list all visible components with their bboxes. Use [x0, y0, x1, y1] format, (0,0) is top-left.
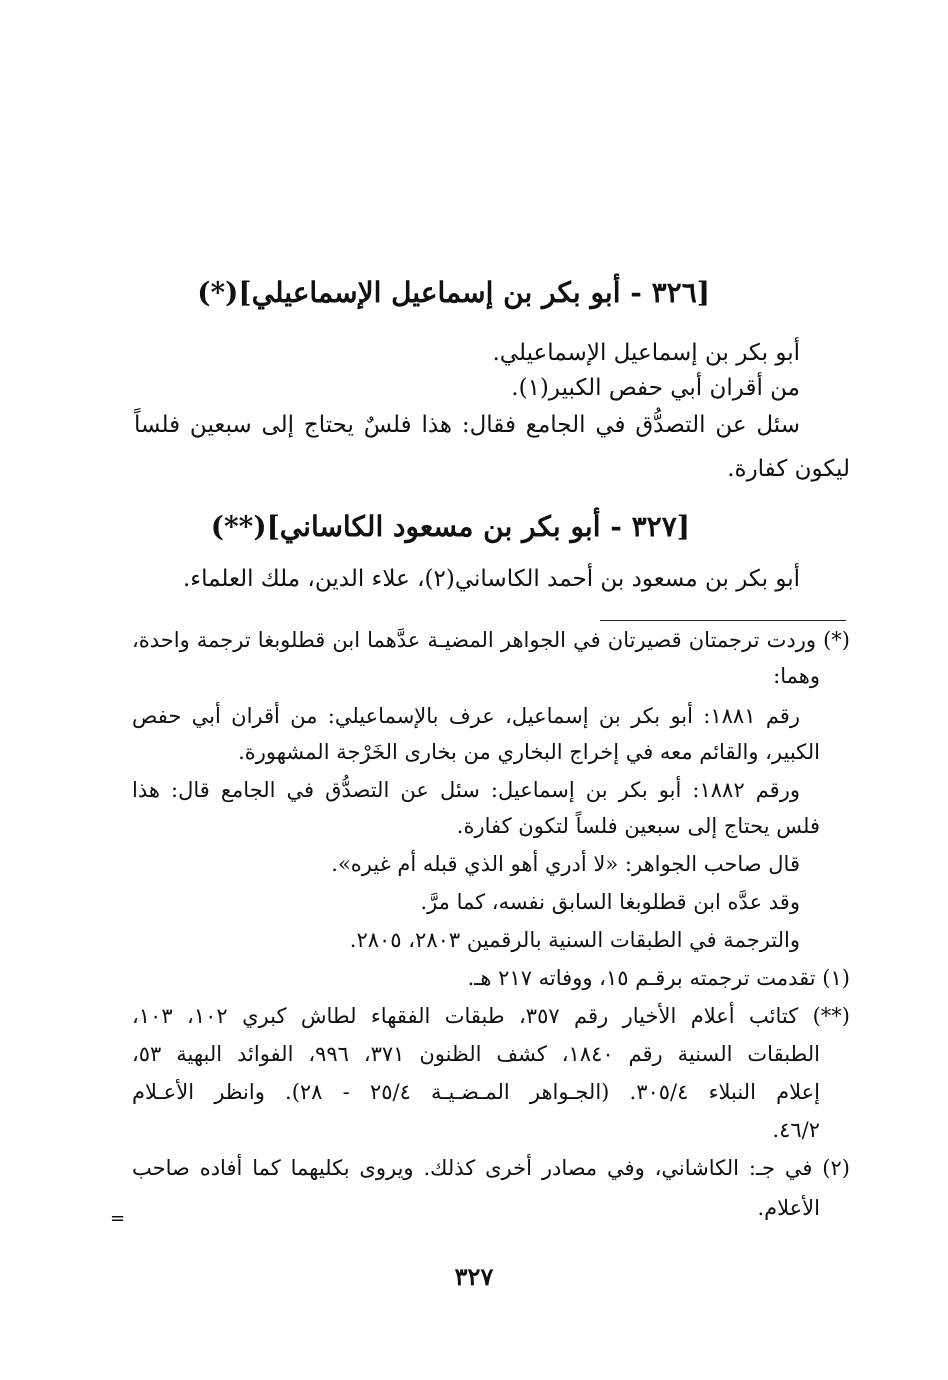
footnote-line: وقد عدَّه ابن قطلوبغا السابق نفسه، كما مرَّ. — [420, 890, 800, 914]
entry-line: من أقران أبي حفص الكبير(١). — [511, 375, 800, 401]
entry-line: أبو بكر بن إسماعيل الإسماعيلي. — [492, 340, 800, 366]
footnote-line: والترجمة في الطبقات السنية بالرقمين ٢٨٠٣، ٢٨٠٥. — [349, 928, 800, 952]
entry-line: سئل عن التصدُّق في الجامع فقال: هذا فلسٌ يحتاج إلى سبعين فلساً — [134, 412, 800, 438]
footnote-line: الأعلام. — [757, 1196, 820, 1220]
footnote-line: قال صاحب الجواهر: «لا أدري أهو الذي قبله أم غيره». — [331, 852, 800, 876]
footnote-line: رقم ١٨٨١: أبو بكر بن إسماعيل، عرف بالإسماعيلي: من أقران أبي حفص — [132, 704, 800, 728]
footnote-line: الطبقات السنية رقم ١٨٤٠، كشف الظنون ٣٧١، ٩٩٦، الفوائد البهية ٥٣، — [132, 1042, 821, 1066]
footnote-line: (١) تقدمت ترجمته برقـم ١٥، ووفاته ٢١٧ هـ. — [467, 966, 850, 990]
entry-heading: [٣٢٦ - أبو بكر بن إسماعيل الإسماعيلي](*) — [197, 276, 710, 309]
entry-heading: [٣٢٧ - أبو بكر بن مسعود الكاساني](**) — [210, 510, 690, 543]
footnote-separator — [600, 620, 846, 621]
footnote-line: ٤٦/٢. — [772, 1118, 820, 1142]
footnote-line: (*) وردت ترجمتان قصيرتان في الجواهر المضيـة عدَّهما ابن قطلوبغا ترجمة واحدة، — [132, 628, 850, 652]
footnote-line: ورقم ١٨٨٢: أبو بكر بن إسماعيل: سئل عن التصدُّق في الجامع قال: هذا — [132, 778, 800, 802]
continuation-mark: = — [110, 1208, 126, 1229]
footnote-line: فلس يحتاج إلى سبعين فلساً لتكون كفارة. — [456, 814, 820, 838]
footnote-line: (٢) في جـ: الكاشاني، وفي مصادر أخرى كذلك. ويروى بكليهما كما أفاده صاحب — [132, 1156, 850, 1180]
footnote-line: (**) كتائب أعلام الأخيار رقم ٣٥٧، طبقات الفقهاء لطاش كبري ١٠٢، ١٠٣، — [132, 1004, 851, 1028]
page-number: ٣٢٧ — [454, 1262, 494, 1291]
footnote-line: إعلام النبلاء ٣٠٥/٤. (الجـواهر المـضـيـة ٢٥/٤ - ٢٨). وانظر الأعـلام — [132, 1080, 820, 1104]
entry-line: ليكون كفارة. — [727, 456, 850, 482]
footnote-line: الكبير، والقائم معه في إخراج البخاري من بخارى الخَرْجة المشهورة. — [238, 740, 820, 764]
entry-line: أبو بكر بن مسعود بن أحمد الكاساني(٢)، علاء الدين، ملك العلماء. — [182, 566, 800, 592]
footnote-line: وهما: — [773, 664, 820, 688]
